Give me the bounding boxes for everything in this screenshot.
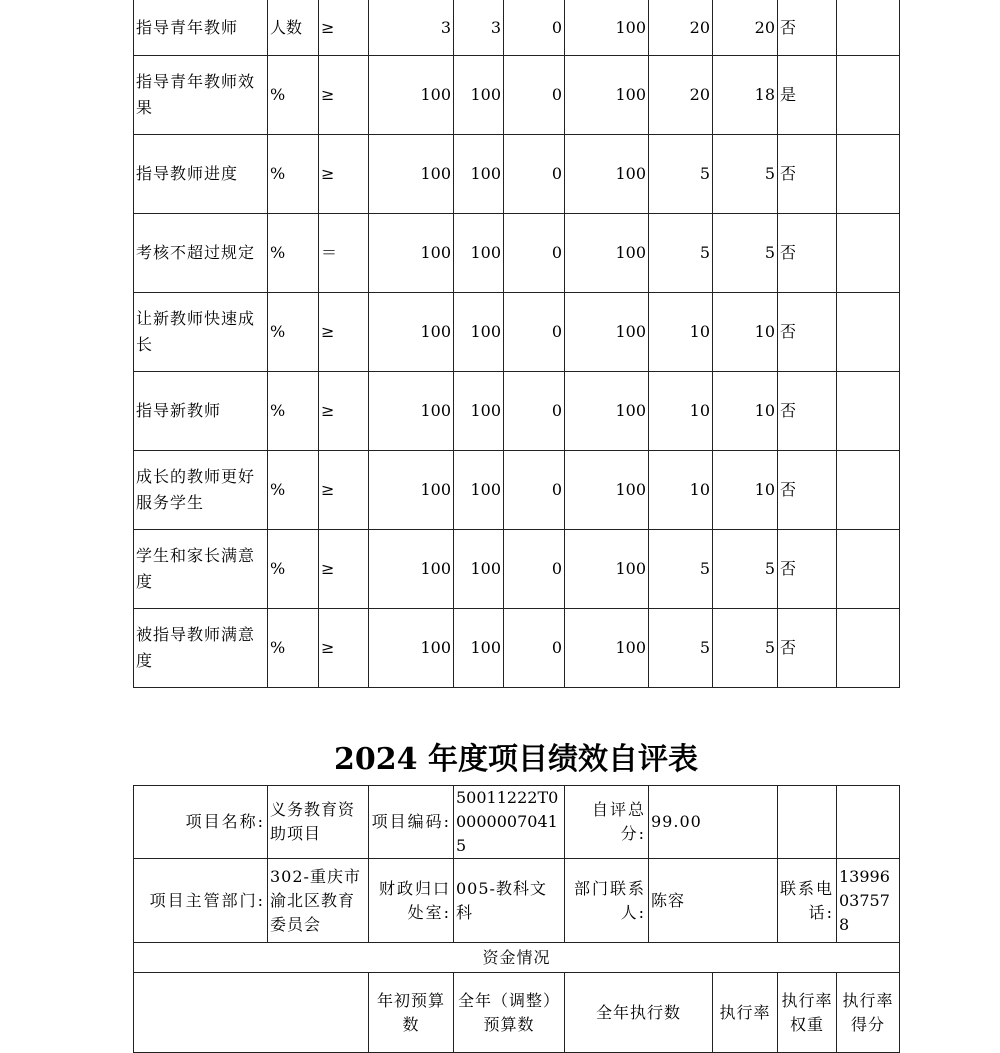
indicator-name: 指导青年教师效果	[134, 56, 268, 135]
indicator-operator: ≥	[319, 0, 369, 56]
indicator-flag: 否	[778, 530, 837, 609]
indicator-weight: 5	[649, 214, 713, 293]
indicator-deviation: 0	[504, 609, 565, 688]
indicator-unit: %	[268, 372, 319, 451]
indicator-deviation: 0	[504, 372, 565, 451]
indicator-name: 被指导教师满意度	[134, 609, 268, 688]
indicator-target: 100	[369, 451, 454, 530]
indicator-actual: 100	[454, 56, 504, 135]
indicator-flag: 否	[778, 609, 837, 688]
indicator-actual: 3	[454, 0, 504, 56]
table-row	[134, 609, 900, 688]
indicator-target: 100	[369, 530, 454, 609]
indicator-name: 考核不超过规定	[134, 214, 268, 293]
indicator-name: 成长的教师更好服务学生	[134, 451, 268, 530]
indicator-flag: 否	[778, 135, 837, 214]
indicator-actual: 100	[454, 530, 504, 609]
indicator-operator: ≥	[319, 56, 369, 135]
empty-cell	[837, 56, 900, 135]
col-rate-weight: 执行率权重	[778, 973, 837, 1053]
table-row	[134, 372, 900, 451]
indicator-name: 让新教师快速成长	[134, 293, 268, 372]
indicator-rate: 100	[565, 451, 649, 530]
indicator-unit: %	[268, 56, 319, 135]
col-rate-score: 执行率得分	[837, 973, 900, 1053]
indicator-actual: 100	[454, 451, 504, 530]
contact-label: 部门联系人:	[565, 859, 649, 943]
indicator-score: 5	[713, 214, 778, 293]
finance-value: 005-教科文科	[454, 859, 565, 943]
self-score-label: 自评总分:	[565, 786, 649, 859]
indicator-flag: 否	[778, 0, 837, 56]
indicator-weight: 10	[649, 293, 713, 372]
indicator-rate: 100	[565, 135, 649, 214]
indicator-weight: 5	[649, 609, 713, 688]
indicator-weight: 20	[649, 56, 713, 135]
indicator-rate: 100	[565, 372, 649, 451]
indicator-weight: 20	[649, 0, 713, 56]
empty-cell	[837, 786, 900, 859]
dept-value: 302-重庆市渝北区教育委员会	[268, 859, 369, 943]
indicator-actual: 100	[454, 214, 504, 293]
indicator-target: 100	[369, 372, 454, 451]
indicator-rate: 100	[565, 214, 649, 293]
funds-section-header: 资金情况	[134, 943, 900, 973]
empty-cell	[837, 293, 900, 372]
indicator-operator: ≥	[319, 372, 369, 451]
empty-cell	[837, 135, 900, 214]
table-row	[134, 293, 900, 372]
indicator-deviation: 0	[504, 293, 565, 372]
col-rate: 执行率	[713, 973, 778, 1053]
indicator-score: 10	[713, 293, 778, 372]
indicator-target: 100	[369, 293, 454, 372]
indicator-deviation: 0	[504, 214, 565, 293]
indicator-name: 指导新教师	[134, 372, 268, 451]
empty-cell	[778, 786, 837, 859]
indicator-operator: ≥	[319, 609, 369, 688]
indicator-weight: 5	[649, 135, 713, 214]
indicator-name: 学生和家长满意度	[134, 530, 268, 609]
indicator-operator: ≥	[319, 530, 369, 609]
indicator-flag: 否	[778, 214, 837, 293]
empty-cell	[134, 973, 369, 1053]
indicator-unit: %	[268, 214, 319, 293]
indicator-actual: 100	[454, 609, 504, 688]
indicator-target: 100	[369, 135, 454, 214]
table-row	[134, 56, 900, 135]
indicator-deviation: 0	[504, 0, 565, 56]
indicator-score: 5	[713, 609, 778, 688]
indicator-table	[133, 0, 900, 688]
indicator-rate: 100	[565, 56, 649, 135]
indicator-actual: 100	[454, 372, 504, 451]
indicator-operator: ≥	[319, 293, 369, 372]
table-row	[134, 0, 900, 56]
empty-cell	[837, 530, 900, 609]
indicator-operator: ≥	[319, 451, 369, 530]
page-title: 2024 年度项目绩效自评表	[334, 742, 698, 777]
indicator-target: 3	[369, 0, 454, 56]
indicator-score: 10	[713, 372, 778, 451]
indicator-name: 指导教师进度	[134, 135, 268, 214]
indicator-deviation: 0	[504, 56, 565, 135]
indicator-rate: 100	[565, 0, 649, 56]
indicator-weight: 5	[649, 530, 713, 609]
indicator-unit: 人数	[268, 0, 319, 56]
self-score-value: 99.00	[649, 786, 778, 859]
table-row	[134, 451, 900, 530]
indicator-score: 5	[713, 135, 778, 214]
table-row	[134, 530, 900, 609]
empty-cell	[837, 451, 900, 530]
dept-label: 项目主管部门:	[134, 859, 268, 943]
project-info-table	[133, 785, 900, 1053]
indicator-unit: %	[268, 135, 319, 214]
empty-cell	[837, 372, 900, 451]
indicator-flag: 否	[778, 372, 837, 451]
indicator-target: 100	[369, 609, 454, 688]
indicator-target: 100	[369, 56, 454, 135]
indicator-flag: 否	[778, 293, 837, 372]
indicator-operator: ＝	[319, 214, 369, 293]
indicator-unit: %	[268, 530, 319, 609]
indicator-operator: ≥	[319, 135, 369, 214]
table-row	[134, 214, 900, 293]
indicator-unit: %	[268, 293, 319, 372]
indicator-actual: 100	[454, 293, 504, 372]
indicator-deviation: 0	[504, 530, 565, 609]
indicator-score: 10	[713, 451, 778, 530]
project-name-value: 义务教育资助项目	[268, 786, 369, 859]
phone-value: 13996037578	[837, 859, 900, 943]
phone-label: 联系电话:	[778, 859, 837, 943]
empty-cell	[837, 609, 900, 688]
indicator-rate: 100	[565, 293, 649, 372]
indicator-deviation: 0	[504, 451, 565, 530]
table-row	[134, 135, 900, 214]
indicator-score: 18	[713, 56, 778, 135]
indicator-unit: %	[268, 451, 319, 530]
indicator-score: 5	[713, 530, 778, 609]
project-code-label: 项目编码:	[369, 786, 454, 859]
col-adjusted-budget: 全年（调整）预算数	[454, 973, 565, 1053]
contact-value: 陈容	[649, 859, 778, 943]
finance-label: 财政归口处室:	[369, 859, 454, 943]
indicator-weight: 10	[649, 451, 713, 530]
project-code-value: 50011222T000000070415	[454, 786, 565, 859]
indicator-flag: 是	[778, 56, 837, 135]
indicator-unit: %	[268, 609, 319, 688]
indicator-name: 指导青年教师	[134, 0, 268, 56]
indicator-rate: 100	[565, 530, 649, 609]
project-name-label: 项目名称:	[134, 786, 268, 859]
indicator-target: 100	[369, 214, 454, 293]
indicator-flag: 否	[778, 451, 837, 530]
indicator-deviation: 0	[504, 135, 565, 214]
empty-cell	[837, 214, 900, 293]
empty-cell	[837, 0, 900, 56]
indicator-actual: 100	[454, 135, 504, 214]
indicator-score: 20	[713, 0, 778, 56]
col-initial-budget: 年初预算数	[369, 973, 454, 1053]
col-executed: 全年执行数	[565, 973, 713, 1053]
indicator-weight: 10	[649, 372, 713, 451]
indicator-rate: 100	[565, 609, 649, 688]
